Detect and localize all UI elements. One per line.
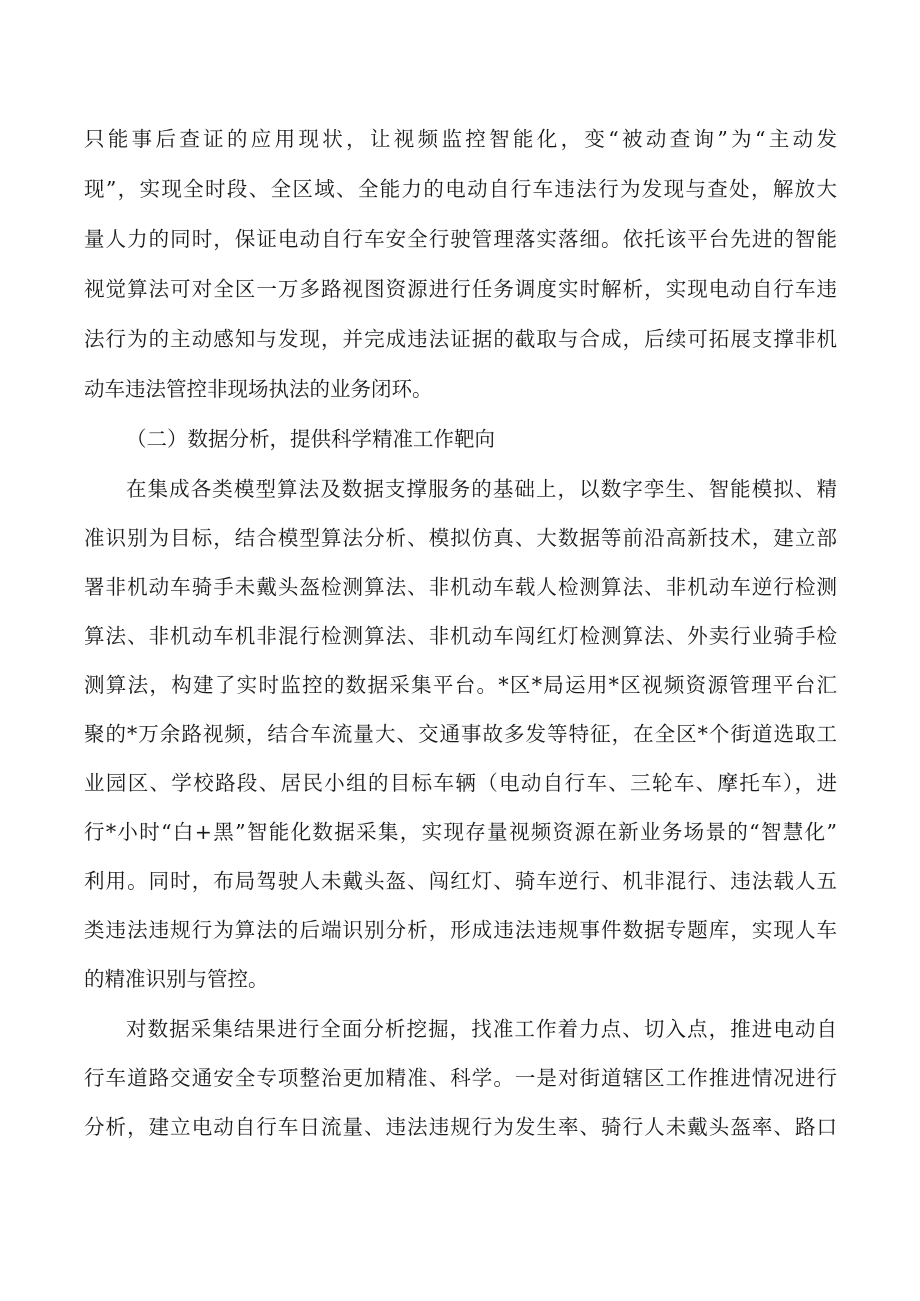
text-line: 法行为的主动感知与发现，并完成违法证据的截取与合成，后续可拓展支撑非机 (84, 327, 837, 351)
text-line: 行*小时“白+黑”智能化数据采集，实现存量视频资源在新业务场景的“智慧化” (84, 820, 837, 844)
text-line: 测算法，构建了实时监控的数据采集平台。*区*局运用*区视频资源管理平台汇 (84, 673, 837, 697)
text-line: 现”，实现全时段、全区域、全能力的电动自行车违法行为发现与查处，解放大 (84, 177, 837, 201)
text-line: 只能事后查证的应用现状，让视频监控智能化，变“被动查询”为“主动发 (84, 127, 837, 151)
text-line: 利用。同时，布局驾驶人未戴头盔、闯红灯、骑车逆行、机非混行、违法载人五 (84, 869, 837, 893)
text-line: 视觉算法可对全区一万多路视图资源进行任务调度实时解析，实现电动自行车违 (84, 277, 837, 301)
section-heading: （二）数据分析，提供科学精准工作靶向 (126, 427, 495, 451)
text-line: 行车道路交通安全专项整治更加精准、科学。一是对街道辖区工作推进情况进行 (84, 1066, 837, 1090)
text-line: 类违法违规行为算法的后端识别分析，形成违法违规事件数据专题库，实现人车 (84, 918, 837, 942)
text-line: 分析，建立电动自行车日流量、违法违规行为发生率、骑行人未戴头盔率、路口 (84, 1115, 837, 1139)
text-line: 准识别为目标，结合模型算法分析、模拟仿真、大数据等前沿高新技术，建立部 (84, 526, 837, 550)
text-line: 算法、非机动车机非混行检测算法、非机动车闯红灯检测算法、外卖行业骑手检 (84, 624, 837, 648)
text-line: 业园区、学校路段、居民小组的目标车辆（电动自行车、三轮车、摩托车），进 (84, 771, 837, 795)
text-line: 对数据采集结果进行全面分析挖掘，找准工作着力点、切入点，推进电动自 (126, 1017, 837, 1041)
text-line: 量人力的同时，保证电动自行车安全行驶管理落实落细。依托该平台先进的智能 (84, 227, 837, 251)
text-line: 的精准识别与管控。 (84, 967, 269, 991)
text-line: 在集成各类模型算法及数据支撑服务的基础上，以数字孪生、智能模拟、精 (126, 477, 837, 501)
text-line: 署非机动车骑手未戴头盔检测算法、非机动车载人检测算法、非机动车逆行检测 (84, 575, 837, 599)
text-line: 聚的*万余路视频，结合车流量大、交通事故多发等特征，在全区*个街道选取工 (84, 722, 837, 746)
text-line: 动车违法管控非现场执法的业务闭环。 (84, 377, 433, 401)
